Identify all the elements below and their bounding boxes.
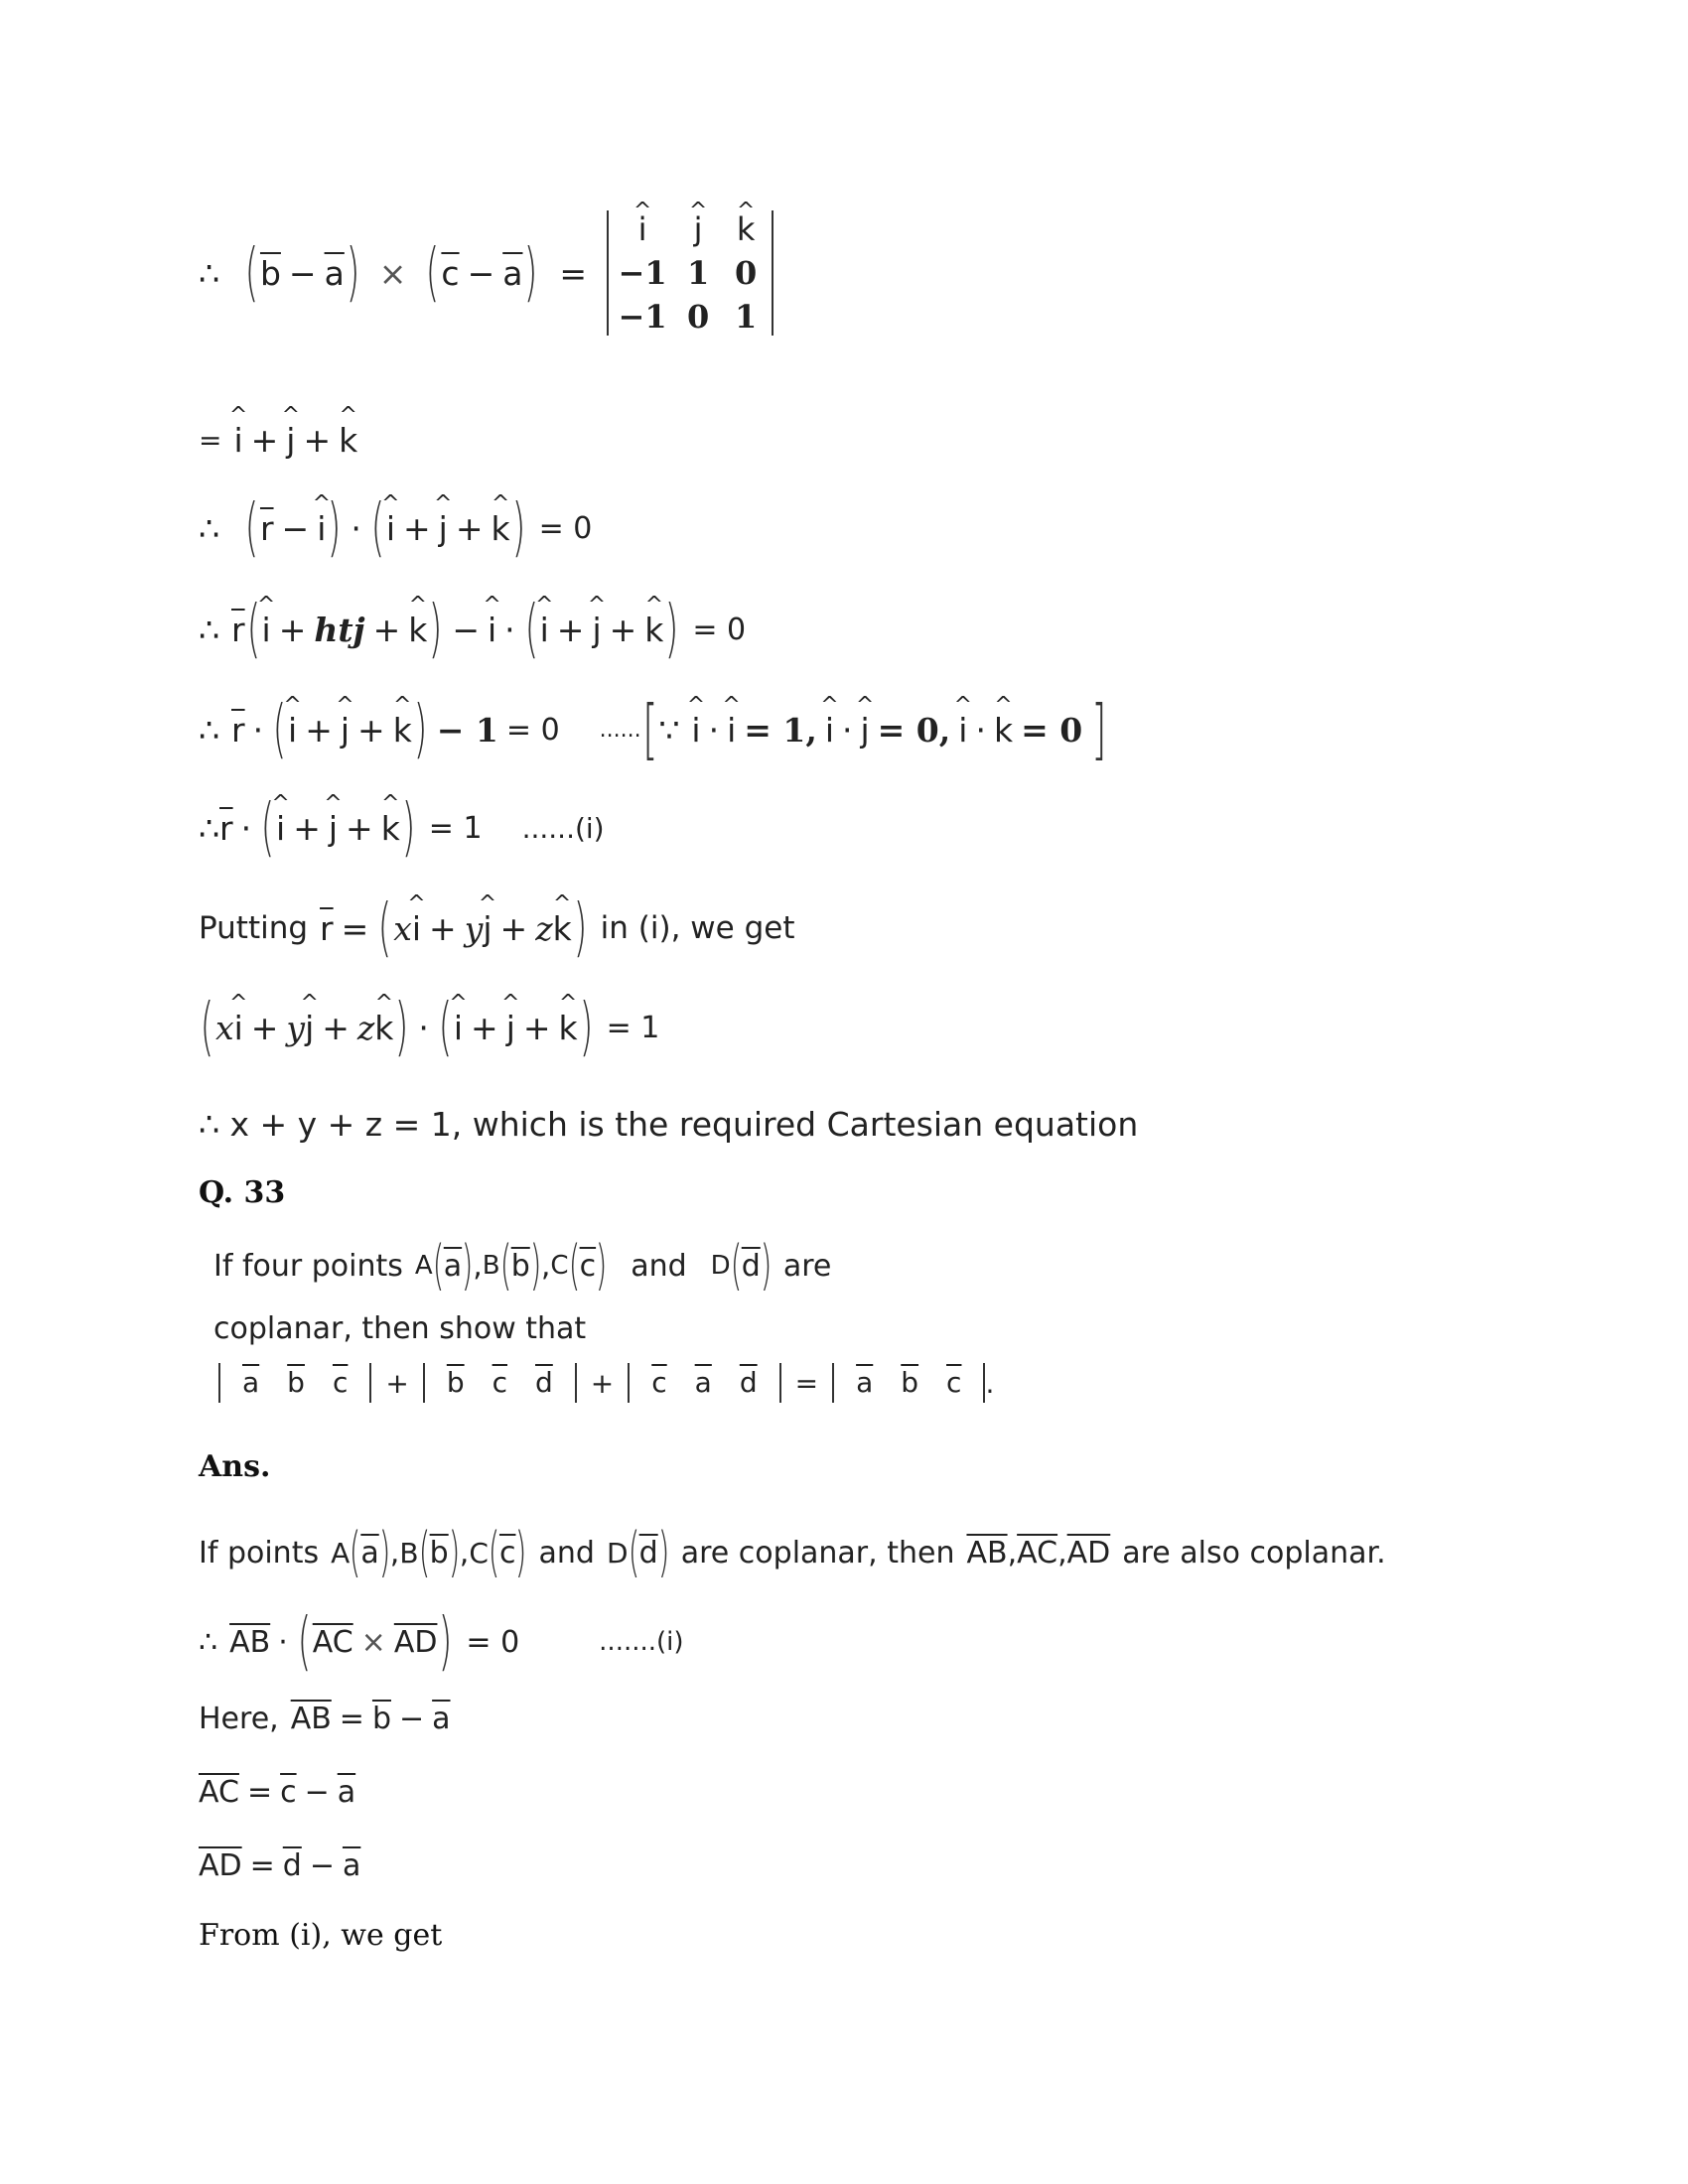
ad-definition: $\overline{AD}$ = $\overline{d}$ − $\overline{a}$	[199, 1848, 361, 1883]
plane-equation-line-2: ∴ $\overline{r}$ ( ^ i + htj + ^ k ) − ^ i · ( ^ i + ^ j + ^ k ) = 0	[199, 598, 746, 661]
substituted-equation: ( x ^ i + y ^ j + z ^ k ) · ( ^ i + ^ j + ^ k ) = 1	[199, 996, 659, 1059]
answer-line-1: If points A ( $\overline{a}$ ) , B ( $\overline{b}$ ) , C ( $\overline{c}$ ) and D ( $\overline{d}$ ) are coplanar, then $\overline{AB}$ , $\overline{AC}$ , $\overline{AD}$ are also coplanar.	[199, 1521, 1386, 1583]
answer-line-2: ∴ $\overline{AB}$ · ( $\overline{AC}$ × $\overline{AD}$ ) = 0 .......(i)	[199, 1605, 684, 1679]
substitution-statement: Putting $\overline{r}$ = ( x ^ i + y ^ j + z ^ k ) in (i), we get	[199, 896, 794, 960]
therefore-symbol: ∴	[199, 253, 219, 293]
triple-product-cad: $\overline{c}$ $\overline{a}$ $\overline{d}$	[628, 1363, 780, 1403]
answer-label: Ans.	[199, 1449, 271, 1484]
plane-equation-line-1: ∴ ( $\overline{r}$ − ^ i ) · ( ^ i + ^ j + ^ k ) = 0	[199, 496, 592, 560]
from-i-statement: From (i), we get	[199, 1918, 443, 1953]
triple-product-bcd: $\overline{b}$ $\overline{c}$ $\overline{d}$	[423, 1363, 577, 1403]
question-statement-line-2: coplanar, then show that	[213, 1311, 587, 1346]
plane-equation-line-3: ∴ $\overline{r}$ · ( ^ i + ^ j + ^ k ) − 1 = 0 ...... [ ∵ ^ i · ^ i = 1, ^ i · ^ j = 0, ^ i · ^ k = 0 ]	[199, 697, 1108, 762]
determinant-matrix: ^ i ^ j ^ k −1 1 0 −1 0 1	[607, 210, 774, 336]
cross-product-determinant-line: ∴ ( $\overline{b}$ − $\overline{a}$ ) × ( $\overline{c}$ − $\overline{a}$ ) = ^ i ^ j ^ k −1 1 0 −1 0 1	[199, 210, 774, 336]
here-ab: Here, $\overline{AB}$ = $\overline{b}$ − $\overline{a}$	[199, 1702, 451, 1736]
triple-product-abc: $\overline{a}$ $\overline{b}$ $\overline{c}$	[218, 1363, 371, 1403]
question-label: Q. 33	[199, 1175, 286, 1210]
question-statement-line-1: If four points A ( $\overline{a}$ ) , B ( $\overline{b}$ ) , C ( $\overline{c}$ ) and D ( $\overline{d}$ ) are	[213, 1234, 832, 1297]
scalar-triple-product-identity: $\overline{a}$ $\overline{b}$ $\overline{c}$ + $\overline{b}$ $\overline{c}$ $\overline{d}$ + $\overline{c}$ $\overline{a}$ $\overline{d}$ = $\overline{a}$ $\overline{b}$ $\overline{c}$ .	[218, 1363, 994, 1403]
ac-definition: $\overline{AC}$ = $\overline{c}$ − $\overline{a}$	[199, 1775, 356, 1810]
plane-equation-vector-form: ∴ $\overline{r}$ · ( ^ i + ^ j + ^ k ) = 1 ......(i)	[199, 796, 605, 860]
triple-product-abc-rhs: $\overline{a}$ $\overline{b}$ $\overline{c}$	[832, 1363, 985, 1403]
cross-product-result: = ^ i + ^ j + ^ k	[199, 421, 357, 460]
cartesian-equation-conclusion: ∴ x + y + z = 1, which is the required Cartesian equation	[199, 1105, 1139, 1144]
